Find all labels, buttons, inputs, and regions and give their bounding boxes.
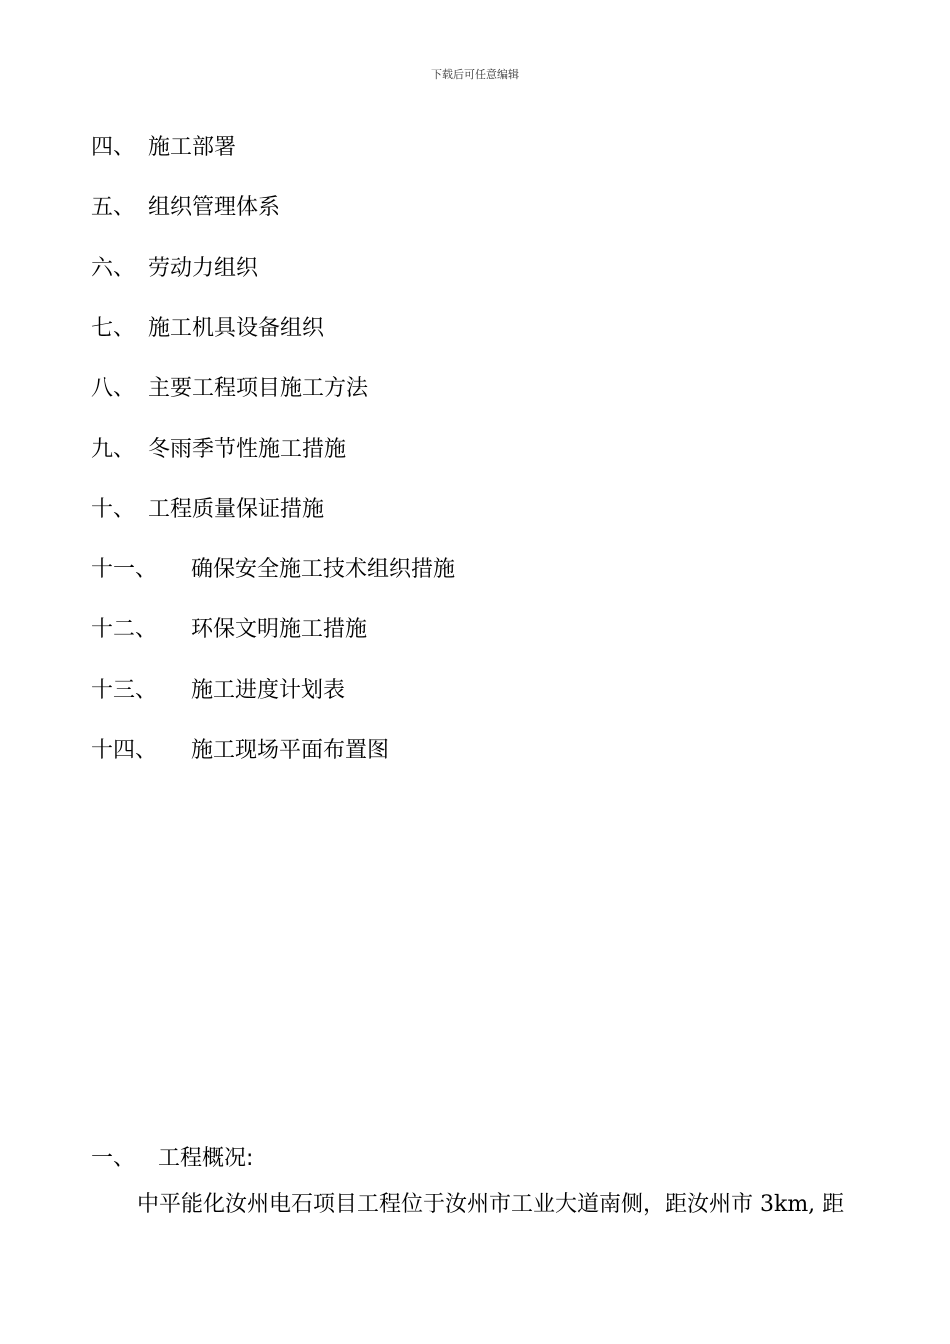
toc-item <box>91 496 324 524</box>
section-heading <box>91 1145 253 1173</box>
toc-title: 主要工程项目施工方法 <box>148 376 369 401</box>
body-paragraph: 中平能化汝州电石项目工程位于汝州市工业大道南侧，距汝州市 3km, 距 <box>137 1192 845 1217</box>
toc-title: 施工进度计划表 <box>191 678 346 703</box>
toc-number: 十二、 <box>91 617 158 642</box>
toc-title: 劳动力组织 <box>148 256 259 281</box>
toc-number: 六、 <box>91 256 136 281</box>
toc-title: 施工现场平面布置图 <box>191 738 390 763</box>
page-header: 下载后可任意编辑 <box>431 68 519 81</box>
toc-item <box>91 194 280 222</box>
toc-item <box>91 315 324 343</box>
toc-item <box>91 556 455 584</box>
toc-number: 四、 <box>91 135 136 160</box>
toc-item <box>91 436 346 464</box>
toc-title: 施工部署 <box>148 135 237 160</box>
toc-title: 确保安全施工技术组织措施 <box>191 557 456 582</box>
toc-number: 十、 <box>91 497 136 522</box>
section-number: 一、 <box>91 1146 136 1171</box>
toc-item <box>91 737 389 765</box>
toc-title: 工程质量保证措施 <box>148 497 325 522</box>
toc-title: 环保文明施工措施 <box>191 617 368 642</box>
toc-item <box>91 677 345 705</box>
toc-number: 七、 <box>91 316 136 341</box>
toc-title: 施工机具设备组织 <box>148 316 325 341</box>
toc-title: 组织管理体系 <box>148 195 281 220</box>
toc-number: 十四、 <box>91 738 158 763</box>
toc-number: 五、 <box>91 195 136 220</box>
toc-number: 十三、 <box>91 678 158 703</box>
toc-number: 十一、 <box>91 557 158 582</box>
toc-item <box>91 616 367 644</box>
toc-item <box>91 255 258 283</box>
toc-item <box>91 375 368 403</box>
toc-title: 冬雨季节性施工措施 <box>148 437 347 462</box>
toc-number: 九、 <box>91 437 136 462</box>
section-title: 工程概况: <box>158 1146 254 1171</box>
toc-number: 八、 <box>91 376 136 401</box>
toc-item <box>91 134 236 162</box>
